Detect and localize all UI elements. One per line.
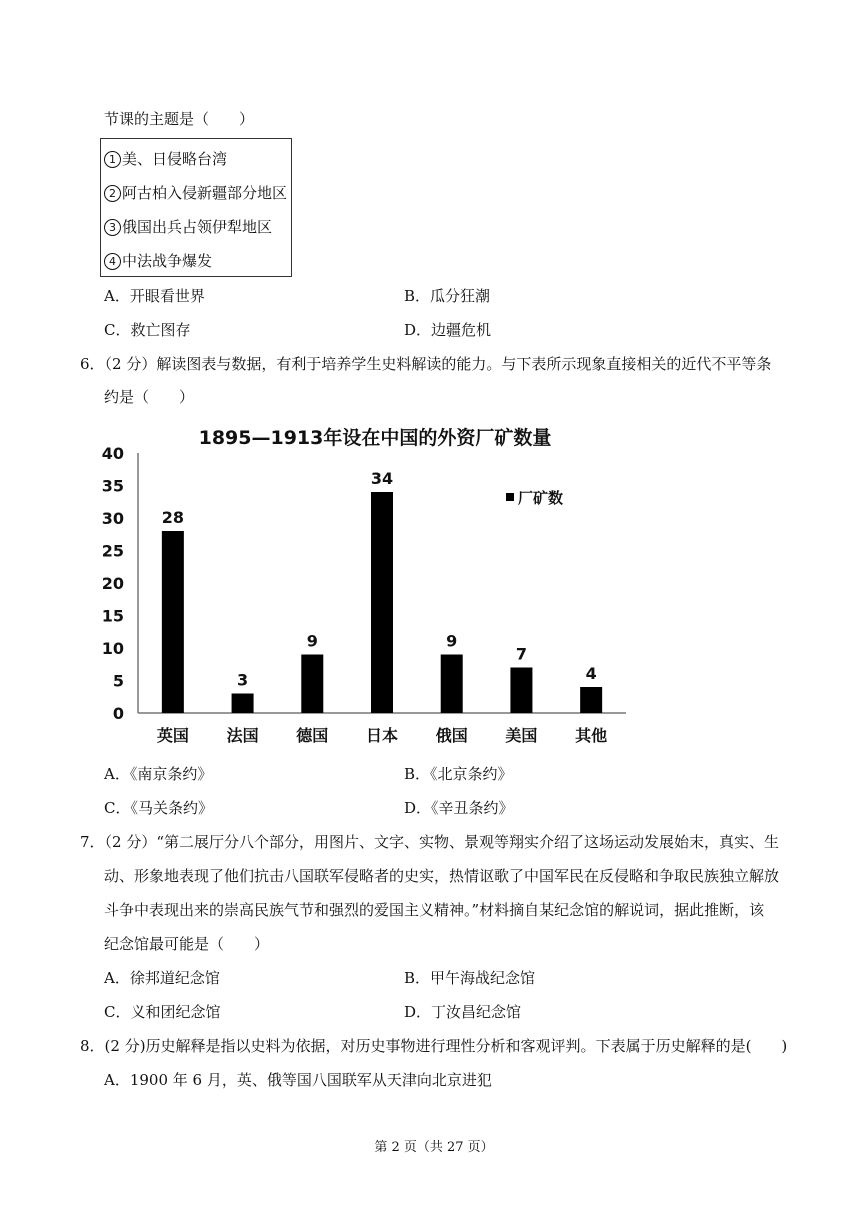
y-tick-label: 40	[101, 444, 124, 463]
q8-stem-line-1: 8．(2 分)历史解释是指以史料为依据，对历史事物进行理性分析和客观评判。下表属于历史解释的是( )	[80, 1037, 788, 1055]
circled-number: 3	[104, 219, 121, 236]
q6-stem-line-1: 6．（2 分）解读图表与数据，有利于培养学生史料解读的能力。与下表所示现象直接相关的近代不平等条	[80, 355, 772, 373]
event-text: 中法战争爆发	[122, 252, 213, 270]
event-text: 阿古柏入侵新疆部分地区	[122, 184, 288, 202]
y-tick-label: 5	[112, 671, 124, 691]
event-text: 美、日侵略台湾	[122, 150, 228, 168]
page-footer: 第 2 页（共 27 页）	[374, 1140, 494, 1155]
bar	[371, 492, 393, 713]
q6-stem-line-2: 约是（ ）	[104, 388, 195, 406]
bar	[162, 531, 184, 713]
q7-option-c: C．义和团纪念馆	[104, 1003, 221, 1021]
chart-title: 1895—1913年设在中国的外资厂矿数量	[198, 427, 552, 449]
data-label: 4	[585, 664, 597, 683]
bar	[301, 655, 323, 714]
circled-number: 2	[104, 185, 121, 202]
bar	[580, 687, 602, 713]
bar	[441, 655, 463, 714]
y-tick-label: 35	[101, 476, 124, 496]
legend-swatch	[506, 493, 514, 501]
data-label: 28	[161, 508, 184, 527]
q6-option-c: C．《马关条约》	[104, 799, 213, 817]
event-list-box	[100, 138, 292, 277]
q5-option-b: B．瓜分狂潮	[404, 287, 491, 305]
y-tick-label: 10	[101, 639, 124, 658]
x-tick-label: 俄国	[435, 726, 468, 745]
q5-option-c: C．救亡图存	[104, 321, 191, 339]
x-tick-label: 德国	[296, 726, 329, 745]
x-tick-label: 日本	[365, 726, 399, 745]
q7-stem-line-4: 纪念馆最可能是（ ）	[104, 935, 270, 953]
y-tick-label: 15	[101, 606, 124, 626]
legend-label: 厂矿数	[518, 489, 564, 507]
q5-option-d: D．边疆危机	[404, 321, 492, 339]
x-tick-label: 法国	[226, 726, 259, 745]
event-item	[104, 149, 227, 169]
bar	[510, 668, 532, 714]
q7-option-b: B．甲午海战纪念馆	[404, 969, 536, 987]
event-text: 俄国出兵占领伊犁地区	[122, 218, 273, 236]
q7-option-a: A．徐邦道纪念馆	[104, 969, 220, 987]
data-label: 34	[370, 469, 394, 488]
event-item	[104, 251, 212, 271]
bar	[232, 694, 254, 714]
x-tick-label: 英国	[156, 726, 189, 745]
event-item	[104, 217, 272, 237]
bar-chart	[100, 415, 660, 755]
data-label: 7	[515, 644, 527, 664]
y-tick-label: 25	[101, 541, 124, 561]
data-label: 9	[446, 631, 458, 651]
event-item	[104, 183, 287, 203]
q7-option-d: D．丁汝昌纪念馆	[404, 1003, 522, 1021]
circled-number: 1	[104, 151, 121, 168]
y-tick-label: 0	[112, 704, 124, 723]
q6-option-a: A．《南京条约》	[104, 765, 213, 783]
q7-stem-line-1: 7．（2 分）“第二展厅分八个部分，用图片、文字、实物、景观等翔实介绍了这场运动发展始末，真实、生	[80, 833, 780, 851]
q7-stem-line-2: 动、形象地表现了他们抗击八国联军侵略者的史实，热情讴歌了中国军民在反侵略和争取民族独立解放	[104, 867, 780, 885]
x-tick-label: 美国	[505, 726, 538, 745]
q6-option-d: D．《辛丑条约》	[404, 799, 514, 817]
x-tick-label: 其他	[575, 726, 608, 745]
circled-number: 4	[104, 253, 121, 270]
q7-stem-line-3: 斗争中表现出来的崇高民族气节和强烈的爱国主义精神。”材料摘自某纪念馆的解说词，据此推断，该	[104, 901, 765, 919]
y-tick-label: 30	[101, 509, 124, 528]
q8-option-a: A．1900 年 6 月，英、俄等国八国联军从天津向北京进犯	[104, 1071, 492, 1089]
question-stem-continuation: 节课的主题是（ ）	[104, 110, 255, 128]
q6-option-b: B．《北京条约》	[404, 765, 513, 783]
q5-option-a: A．开眼看世界	[104, 287, 205, 305]
y-tick-label: 20	[101, 574, 124, 593]
data-label: 9	[306, 631, 318, 651]
data-label: 3	[237, 670, 249, 690]
